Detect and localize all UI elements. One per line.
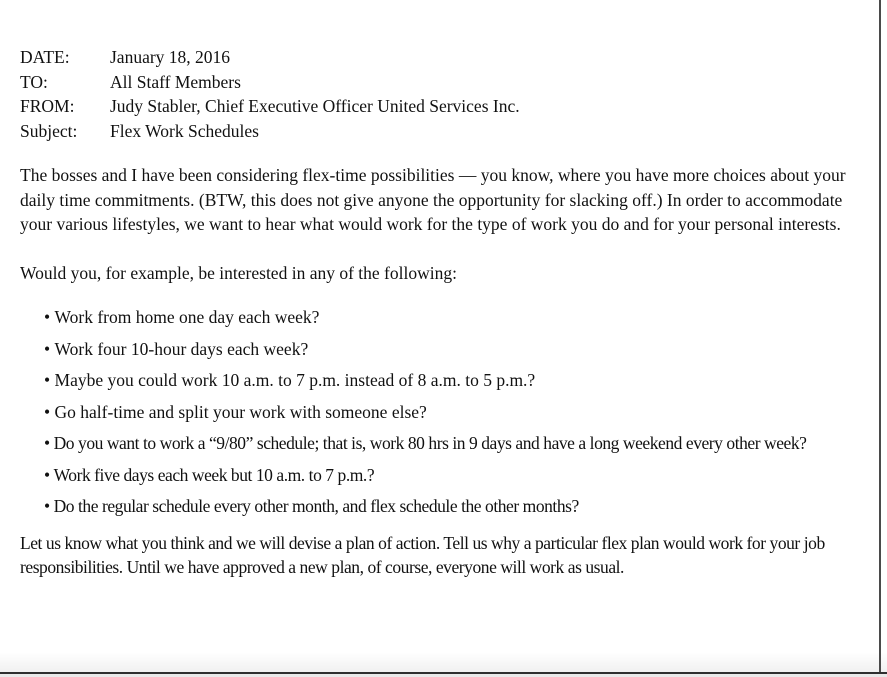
memo-content <box>20 45 865 580</box>
header-row-date <box>20 45 865 70</box>
field-label-subject: Subject: <box>20 120 78 141</box>
field-label-to: TO: <box>20 71 48 92</box>
field-label-from: FROM: <box>20 96 75 116</box>
intro-paragraph: The bosses and I have been considering flex-time possibilities — you know, where you have more choices about your daily time commitments. (BTW, this does not give anyone the opportunity for slacking off.) In order to accommodate your various lifestyles, we want to hear what would work for the type of work you do and for your personal interests. <box>20 165 846 234</box>
header-row-subject <box>20 119 865 144</box>
bullet-item: • Work four 10-hour days each week? <box>42 337 864 362</box>
bullet-item: • Go half-time and split your work with someone else? <box>42 400 864 425</box>
bullet-item: • Work five days each week but 10 a.m. to 7 p.m.? <box>42 463 864 488</box>
bullet-item: • Do the regular schedule every other month, and flex schedule the other months? <box>42 494 864 519</box>
memo-header <box>20 45 865 143</box>
field-value-date: January 18, 2016 <box>110 47 231 67</box>
page-bottom-shadow <box>0 652 887 672</box>
bullet-list <box>42 305 865 519</box>
field-label-date: DATE: <box>20 47 70 67</box>
question-line: Would you, for example, be interested in any of the following: <box>20 262 457 283</box>
header-row-from <box>20 94 865 119</box>
header-row-to <box>20 70 865 95</box>
field-value-to: All Staff Members <box>110 71 241 92</box>
closing-paragraph: Let us know what you think and we will devise a plan of action. Tell us why a particular flex plan would work for your job responsibilities. Until we have approved a new plan, of course, everyone will work as usual. <box>20 532 825 577</box>
field-value-from: Judy Stabler, Chief Executive Officer United Services Inc. <box>110 96 520 116</box>
bullet-item: • Do you want to work a “9/80” schedule; that is, work 80 hrs in 9 days and have a long weekend every other week? <box>42 431 864 456</box>
bullet-item: • Work from home one day each week? <box>42 305 864 330</box>
field-value-subject: Flex Work Schedules <box>110 120 259 141</box>
page-right-edge-line <box>879 0 881 673</box>
bullet-item: • Maybe you could work 10 a.m. to 7 p.m. instead of 8 a.m. to 5 p.m.? <box>42 368 864 393</box>
